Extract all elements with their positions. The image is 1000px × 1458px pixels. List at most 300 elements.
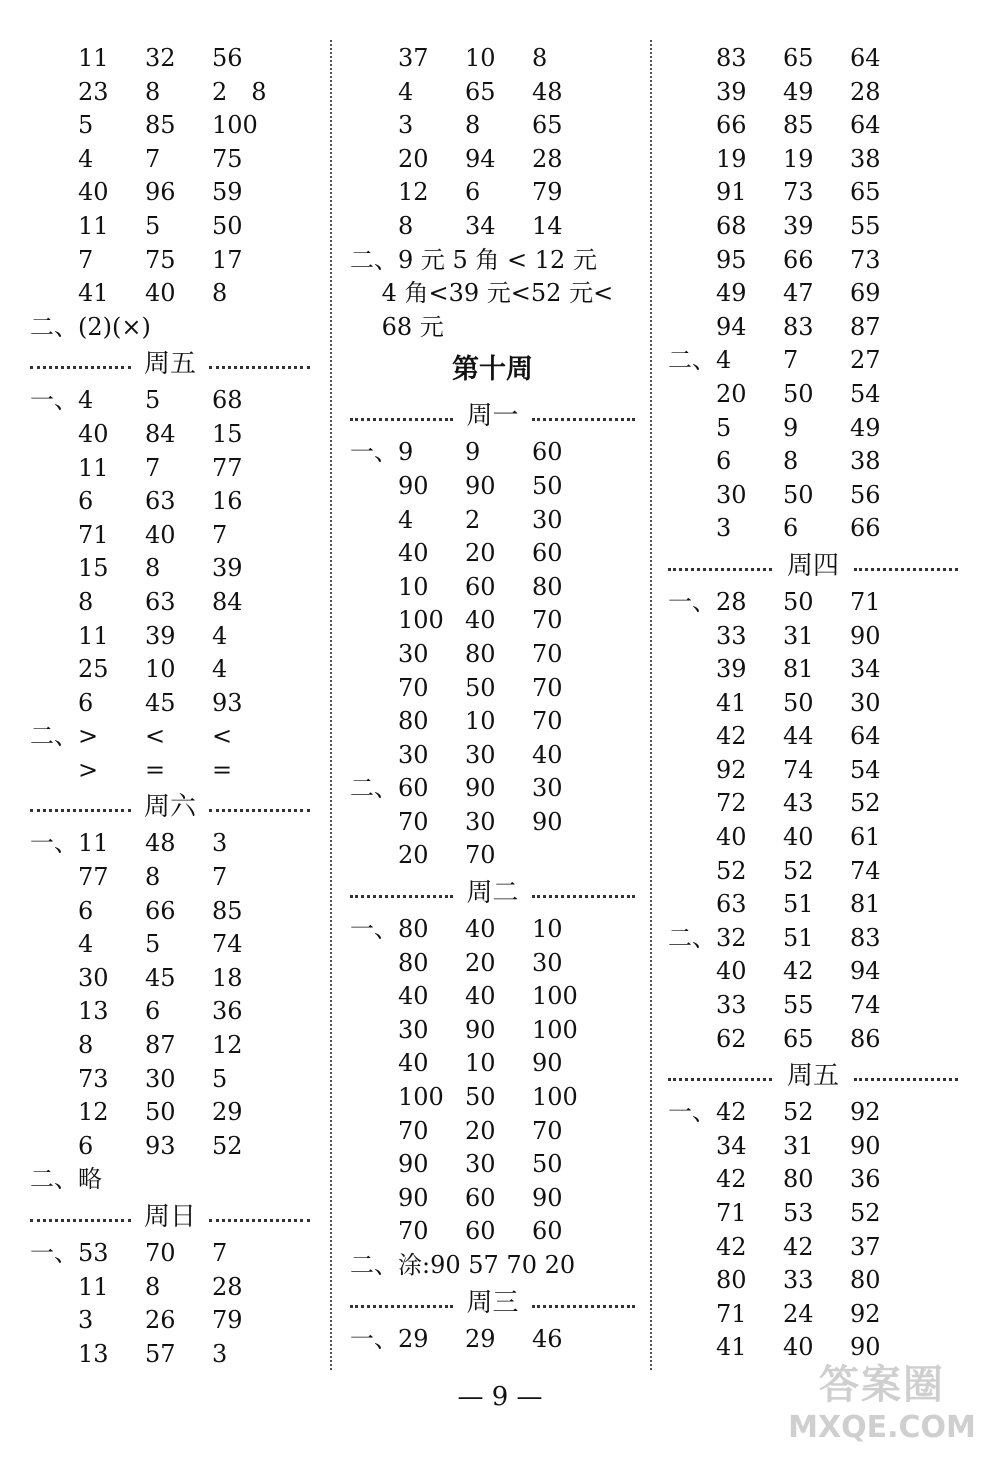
answer-value: 8	[145, 554, 161, 583]
answer-row	[350, 537, 635, 571]
answer-row	[668, 210, 958, 244]
answer-value: 81	[783, 655, 814, 684]
answer-row	[350, 604, 635, 638]
answer-row	[350, 470, 635, 504]
answer-value: 36	[850, 1165, 881, 1194]
answer-value: 30	[532, 774, 563, 803]
answer-row	[30, 687, 310, 721]
answer-value: 68	[212, 386, 243, 415]
answer-value: 3	[212, 1339, 228, 1368]
answer-row	[350, 1323, 635, 1357]
day-heading-text: 周三	[466, 1287, 519, 1318]
answer-value: 70	[532, 707, 563, 736]
answer-row	[350, 436, 635, 470]
answer-row	[668, 1163, 958, 1197]
answer-value: 55	[850, 211, 881, 240]
answer-row	[668, 378, 958, 412]
answer-value: 34	[850, 655, 881, 684]
answer-row	[30, 586, 310, 620]
answer-value: 60	[532, 1217, 563, 1246]
answer-text: 4 角<39 元<52 元<	[350, 279, 614, 308]
question-number: 一、	[350, 1324, 398, 1353]
answer-value: 41	[716, 1333, 747, 1362]
answer-value: 70	[398, 807, 429, 836]
day-heading-text: 周六	[143, 792, 196, 823]
answer-value: 42	[716, 1098, 747, 1127]
day-separator	[668, 1056, 958, 1096]
answer-value: 31	[783, 621, 814, 650]
answer-value: 73	[850, 245, 881, 274]
answer-value: 40	[465, 606, 496, 635]
answer-value: 3	[398, 111, 414, 140]
answer-value: 50	[532, 1150, 563, 1179]
answer-value: 48	[532, 77, 563, 106]
week-title: 第十周	[452, 354, 533, 386]
answer-row	[350, 705, 635, 739]
answer-value: 74	[850, 991, 881, 1020]
answer-value: 90	[850, 1131, 881, 1160]
answer-row	[668, 512, 958, 546]
answer-value: 20	[465, 539, 496, 568]
question-number: 二、	[350, 774, 398, 803]
answer-row	[350, 1115, 635, 1149]
answer-value: 60	[465, 1217, 496, 1246]
answer-value: 84	[212, 587, 243, 616]
answer-row	[350, 76, 635, 110]
answer-value: 40	[532, 740, 563, 769]
answer-value: 39	[716, 77, 747, 106]
answer-value: 41	[716, 688, 747, 717]
answer-value: 38	[850, 447, 881, 476]
answer-value: 32	[145, 44, 176, 72]
answer-value: 44	[783, 722, 814, 751]
answer-row	[668, 445, 958, 479]
answer-value: 30	[465, 740, 496, 769]
answer-row	[668, 1298, 958, 1332]
answer-row	[30, 452, 310, 486]
answer-row	[30, 861, 310, 895]
answer-value: 40	[398, 539, 429, 568]
answer-value: 12	[78, 1098, 109, 1127]
answer-value: 39	[716, 655, 747, 684]
answer-value: 4	[78, 930, 94, 959]
answer-value: 80	[398, 915, 429, 944]
answer-value: 30	[850, 688, 881, 717]
question-number: 二、	[668, 346, 716, 375]
answer-value: 39	[783, 211, 814, 240]
watermark-site-text: MXQE.COM	[788, 1410, 976, 1445]
answer-value: 5	[78, 111, 94, 140]
answer-value: 85	[783, 111, 814, 140]
answer-value: 28	[850, 77, 881, 106]
answer-value: 50	[532, 471, 563, 500]
answer-value: 94	[850, 957, 881, 986]
answer-row	[668, 143, 958, 177]
answer-value: 2	[465, 505, 481, 534]
watermark-logo	[782, 1353, 982, 1448]
answer-row	[30, 653, 310, 687]
answer-value: 63	[145, 487, 176, 516]
answer-value: 65	[465, 77, 496, 106]
answer-value: 85	[145, 111, 176, 140]
answer-value: 54	[850, 755, 881, 784]
answer-value: 70	[145, 1239, 176, 1267]
question-number: 一、	[30, 386, 78, 415]
answer-row	[30, 1063, 310, 1097]
answer-row	[30, 1338, 310, 1372]
answer-row	[30, 76, 310, 110]
answer-value: 87	[850, 312, 881, 341]
answer-value: 60	[532, 438, 563, 467]
answer-text-line	[350, 277, 635, 311]
answer-row	[668, 76, 958, 110]
answer-value: 57	[145, 1339, 176, 1368]
answer-value: 83	[716, 44, 747, 72]
answer-value: >	[78, 755, 99, 784]
answer-value: 6	[78, 1131, 94, 1160]
answer-value: 16	[212, 487, 243, 516]
answer-row	[668, 653, 958, 687]
answer-value: 100	[212, 111, 258, 140]
answer-value: 8	[78, 587, 94, 616]
answer-value: 13	[78, 997, 109, 1026]
answer-value: 6	[716, 447, 732, 476]
answer-value: 90	[465, 1015, 496, 1044]
answer-value: 6	[783, 514, 799, 543]
answer-row	[668, 955, 958, 989]
answer-value: 5	[145, 930, 161, 959]
answer-value: 80	[398, 948, 429, 977]
answer-value: 5	[145, 386, 161, 415]
answer-value: 94	[465, 144, 496, 173]
answer-value: 4	[398, 505, 414, 534]
answer-row	[350, 980, 635, 1014]
answer-value: 40	[716, 823, 747, 852]
day-separator	[350, 396, 635, 436]
answer-value: =	[212, 755, 233, 784]
answer-value: 53	[78, 1239, 109, 1267]
answer-value: 9	[465, 438, 481, 467]
answer-row	[668, 109, 958, 143]
day-heading	[668, 546, 958, 586]
answer-value: 85	[212, 896, 243, 925]
answer-row	[668, 586, 958, 620]
answer-row	[350, 143, 635, 177]
answer-value: 20	[716, 379, 747, 408]
answer-value: 4	[212, 621, 228, 650]
watermark-logo-text: 答案圈	[819, 1362, 945, 1408]
answer-row	[668, 821, 958, 855]
answer-value: 71	[716, 1199, 747, 1227]
question-number: 二、	[30, 722, 78, 751]
answer-row	[30, 176, 310, 210]
answer-column-2	[350, 42, 635, 1356]
answer-value: 47	[783, 279, 814, 308]
answer-row	[350, 806, 635, 840]
answer-value: 25	[78, 655, 109, 684]
answer-value: 42	[716, 722, 747, 751]
answer-value: 10	[145, 655, 176, 684]
answer-value: 80	[716, 1266, 747, 1295]
answer-row	[350, 1215, 635, 1249]
answer-value: 4	[398, 77, 414, 106]
answer-value: 52	[850, 1199, 881, 1227]
answer-row	[30, 720, 310, 754]
answer-value: 30	[716, 480, 747, 509]
answer-row	[668, 412, 958, 446]
answer-value: 4	[78, 144, 94, 173]
answer-value: 8	[145, 77, 161, 106]
answer-value: 46	[532, 1324, 563, 1353]
answer-row	[350, 571, 635, 605]
answer-value: 3	[78, 1306, 94, 1335]
answer-value: 90	[465, 471, 496, 500]
answer-value: 100	[398, 1083, 444, 1112]
answer-value: 30	[145, 1064, 176, 1093]
answer-value: 70	[532, 606, 563, 635]
answer-row	[668, 787, 958, 821]
answer-value: 42	[783, 1232, 814, 1261]
answer-value: 4	[716, 346, 732, 375]
day-heading	[30, 1197, 310, 1237]
answer-value: 8	[145, 863, 161, 892]
answer-value: 17	[212, 245, 243, 274]
day-heading	[350, 1283, 635, 1323]
answer-value: 83	[783, 312, 814, 341]
answer-value: 39	[145, 621, 176, 650]
answer-value: 49	[783, 77, 814, 106]
answer-row	[350, 176, 635, 210]
answer-row	[30, 1237, 310, 1271]
answer-text: 二、略	[30, 1165, 102, 1194]
answer-value: 50	[783, 480, 814, 509]
answer-text: 二、(2)(×)	[30, 312, 151, 341]
answer-row	[668, 720, 958, 754]
answer-value: 68	[716, 211, 747, 240]
answer-value: 19	[716, 144, 747, 173]
answer-value: 24	[783, 1299, 814, 1328]
answer-value: 42	[716, 1165, 747, 1194]
answer-value: 10	[465, 44, 496, 72]
answer-value: 30	[532, 505, 563, 534]
answer-value: 31	[783, 1131, 814, 1160]
answer-value: 52	[783, 856, 814, 885]
answer-value: 60	[465, 572, 496, 601]
answer-row	[350, 638, 635, 672]
answer-column-3	[668, 42, 958, 1365]
answer-row	[30, 519, 310, 553]
answer-value: <	[212, 722, 233, 751]
answer-value: 70	[398, 1116, 429, 1145]
answer-value: 27	[850, 346, 881, 375]
answer-value: >	[78, 722, 99, 751]
answer-value: 40	[145, 520, 176, 549]
answer-value: 6	[78, 487, 94, 516]
answer-value: 6	[465, 178, 481, 207]
answer-row	[668, 1023, 958, 1057]
answer-value: 75	[212, 144, 243, 173]
answer-row	[30, 928, 310, 962]
answer-value: 11	[78, 1272, 109, 1301]
answer-value: 9	[398, 438, 414, 467]
answer-value: 70	[532, 639, 563, 668]
answer-row	[668, 1231, 958, 1265]
answer-value: 4	[78, 386, 94, 415]
answer-row	[668, 277, 958, 311]
answer-value: 73	[78, 1064, 109, 1093]
answer-value: 40	[78, 419, 109, 448]
question-number: 一、	[30, 1239, 78, 1267]
answer-value: 12	[212, 1031, 243, 1060]
answer-value: 7	[783, 346, 799, 375]
answer-value: 90	[532, 1049, 563, 1078]
answer-value: 14	[532, 211, 563, 240]
day-heading-text: 周五	[143, 349, 196, 380]
answer-value: 49	[716, 279, 747, 308]
answer-row	[30, 210, 310, 244]
answer-value: 8	[212, 279, 228, 308]
answer-value: =	[145, 755, 166, 784]
answer-value: 8	[145, 1272, 161, 1301]
answer-text: 二、涂:90 57 70 20	[350, 1251, 576, 1279]
answer-value: 50	[212, 211, 243, 240]
answer-value: 23	[78, 77, 109, 106]
answer-value: 33	[783, 1266, 814, 1295]
answer-row	[668, 176, 958, 210]
answer-value: 33	[716, 991, 747, 1020]
answer-row	[350, 1047, 635, 1081]
answer-value: 37	[398, 44, 429, 72]
answer-value: 50	[465, 673, 496, 702]
answer-row	[350, 947, 635, 981]
question-number: 一、	[668, 587, 716, 616]
answer-value: 8	[78, 1031, 94, 1060]
answer-value: 87	[145, 1031, 176, 1060]
answer-value: 66	[783, 245, 814, 274]
answer-row	[668, 344, 958, 378]
answer-value: 90	[532, 1183, 563, 1212]
answer-row	[350, 1148, 635, 1182]
answer-text-line	[30, 1163, 310, 1197]
answer-value: 13	[78, 1339, 109, 1368]
answer-value: 90	[850, 1333, 881, 1362]
answer-row	[350, 42, 635, 76]
answer-row	[668, 888, 958, 922]
answer-text: 二、9 元 5 角 < 12 元	[350, 245, 597, 274]
answer-value: 60	[465, 1183, 496, 1212]
answer-value: 94	[716, 312, 747, 341]
answer-row	[350, 1182, 635, 1216]
answer-value: 39	[212, 554, 243, 583]
answer-value: 70	[398, 1217, 429, 1246]
answer-value: 90	[850, 621, 881, 650]
answer-value: 64	[850, 111, 881, 140]
answer-value: 40	[465, 982, 496, 1011]
answer-value: 90	[398, 1150, 429, 1179]
answer-value: 51	[783, 890, 814, 919]
answer-value: 61	[850, 823, 881, 852]
day-heading-text: 周五	[786, 1061, 839, 1092]
answer-row	[30, 1096, 310, 1130]
answer-value: 100	[398, 606, 444, 635]
answer-value: 12	[398, 178, 429, 207]
answer-text-line	[350, 244, 635, 278]
day-separator	[668, 546, 958, 586]
answer-value: 6	[145, 997, 161, 1026]
question-number: 一、	[350, 915, 398, 944]
answer-row	[30, 244, 310, 278]
answer-value: 11	[78, 453, 109, 482]
answer-row	[668, 922, 958, 956]
answer-value: 80	[532, 572, 563, 601]
answer-value: 42	[716, 1232, 747, 1261]
answer-value: 7	[145, 144, 161, 173]
answer-value: 92	[716, 755, 747, 784]
answer-value: 74	[850, 856, 881, 885]
answer-value: 7	[212, 520, 228, 549]
answer-row	[350, 210, 635, 244]
answer-row	[668, 479, 958, 513]
answer-value: 3	[716, 514, 732, 543]
answer-value: 53	[783, 1199, 814, 1227]
answer-row	[350, 672, 635, 706]
answer-value: 50	[783, 587, 814, 616]
answer-value: 66	[716, 111, 747, 140]
answer-value: 48	[145, 829, 176, 858]
answer-row	[30, 552, 310, 586]
answer-value: 52	[716, 856, 747, 885]
answer-value: 71	[716, 1299, 747, 1328]
answer-value: 52	[850, 789, 881, 818]
answer-value: 91	[716, 178, 747, 207]
day-separator	[350, 1283, 635, 1323]
answer-row	[30, 277, 310, 311]
answer-value: 7	[212, 1239, 228, 1267]
answer-value: 72	[716, 789, 747, 818]
answer-value: 30	[398, 639, 429, 668]
day-heading	[30, 787, 310, 827]
answer-row	[30, 995, 310, 1029]
answer-value: 34	[465, 211, 496, 240]
answer-value: 65	[532, 111, 563, 140]
answer-row	[30, 962, 310, 996]
answer-value: 20	[465, 948, 496, 977]
answer-value: 81	[850, 890, 881, 919]
page-number: — 9 —	[457, 1382, 543, 1412]
answer-value: 66	[850, 514, 881, 543]
answer-value: 60	[532, 539, 563, 568]
answer-value: 10	[465, 707, 496, 736]
column-divider	[330, 40, 332, 1370]
answer-value: 11	[78, 621, 109, 650]
answer-value: 40	[783, 1333, 814, 1362]
answer-value: 93	[145, 1131, 176, 1160]
day-heading-text: 周一	[466, 401, 519, 432]
answer-value: 74	[212, 930, 243, 959]
answer-value: 34	[716, 1131, 747, 1160]
answer-value: 70	[532, 673, 563, 702]
answer-value: 40	[398, 1049, 429, 1078]
answer-row	[668, 620, 958, 654]
answer-value: 30	[465, 1150, 496, 1179]
answer-row	[668, 244, 958, 278]
answer-value: 65	[850, 178, 881, 207]
answer-value: 36	[212, 997, 243, 1026]
answer-row	[668, 1197, 958, 1231]
answer-row	[350, 772, 635, 806]
answer-value: 75	[145, 245, 176, 274]
answer-value: 80	[398, 707, 429, 736]
